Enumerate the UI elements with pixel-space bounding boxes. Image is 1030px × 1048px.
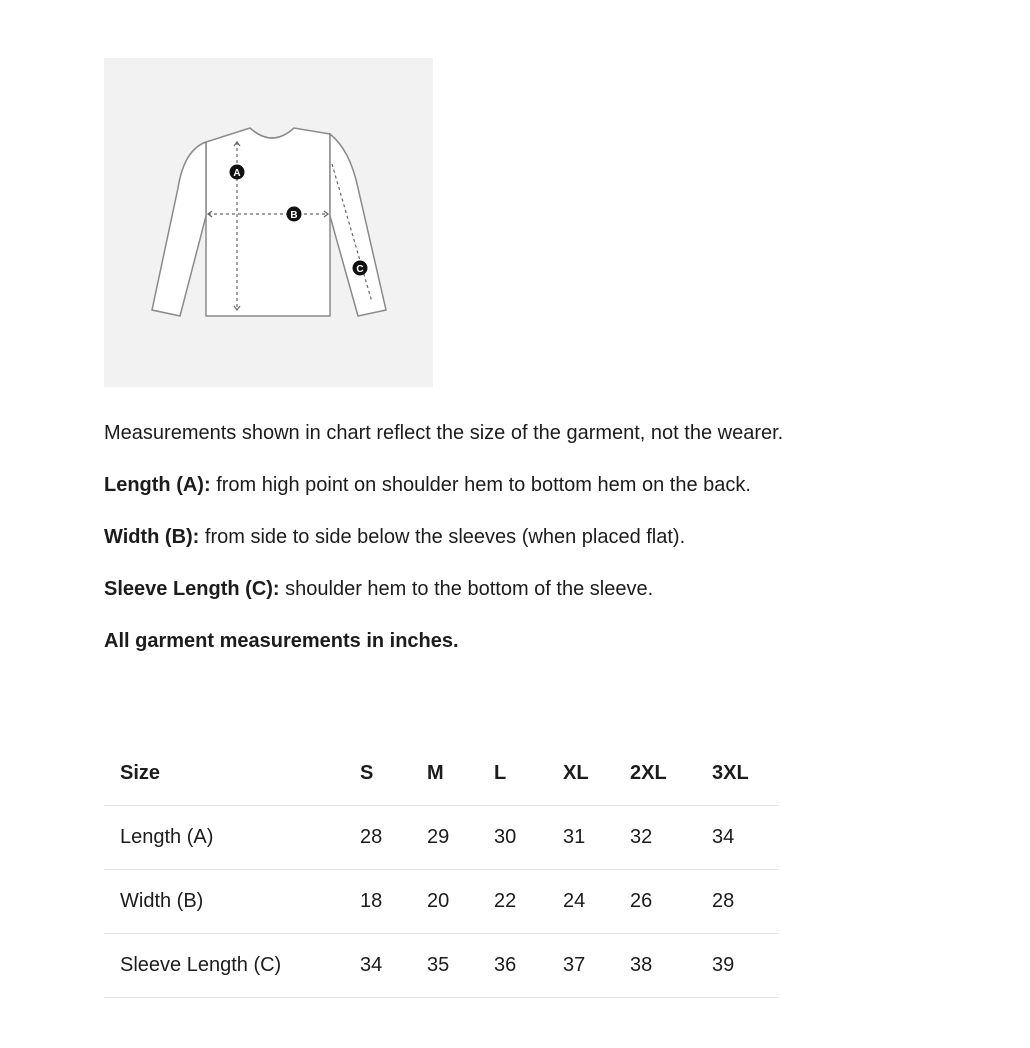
shirt-body [206,128,330,316]
header-cell: 3XL [712,742,779,806]
right-sleeve [330,134,386,316]
units-note: All garment measurements in inches. [104,630,459,652]
table-cell: 31 [563,806,630,870]
table-cell: 20 [427,870,494,934]
row-label: Width (B) [104,870,360,934]
table-cell: 36 [494,934,563,998]
definition-term: Sleeve Length (C): [104,578,280,600]
row-label: Sleeve Length (C) [104,934,360,998]
table-cell: 29 [427,806,494,870]
table-header-row [104,742,779,806]
size-guide-text [104,418,784,678]
table-cell: 28 [360,806,427,870]
table-cell: 39 [712,934,779,998]
table-cell: 32 [630,806,712,870]
table-cell: 34 [712,806,779,870]
left-sleeve [152,142,206,316]
table-row [104,870,779,934]
marker-a-icon [230,165,245,180]
table-cell: 38 [630,934,712,998]
definition-sleeve-length [104,574,784,605]
measurement-description: Measurements shown in chart reflect the size of the garment, not the wearer. [104,422,784,444]
svg-text:B: B [290,210,298,221]
definition-text: from high point on shoulder hem to bottom hem on the back. [210,474,751,496]
long-sleeve-shirt-diagram-icon [104,58,433,387]
table-cell: 18 [360,870,427,934]
definition-text: from side to side below the sleeves (when placed flat). [199,526,686,548]
table-cell: 37 [563,934,630,998]
size-chart-table [104,742,779,998]
table-row [104,806,779,870]
table-row [104,934,779,998]
definition-term: Width (B): [104,526,200,548]
table-cell: 34 [360,934,427,998]
header-cell: Size [104,742,360,806]
marker-b-icon [287,207,302,222]
row-label: Length (A) [104,806,360,870]
svg-text:C: C [356,264,364,275]
svg-text:A: A [233,168,241,179]
table-cell: 35 [427,934,494,998]
definition-text: shoulder hem to the bottom of the sleeve. [279,578,654,600]
definition-width [104,522,784,553]
header-cell: XL [563,742,630,806]
definition-length [104,470,784,501]
garment-diagram [104,58,433,387]
definition-term: Length (A): [104,474,211,496]
table-cell: 24 [563,870,630,934]
header-cell: L [494,742,563,806]
header-cell: M [427,742,494,806]
table-cell: 26 [630,870,712,934]
table-cell: 28 [712,870,779,934]
header-cell: 2XL [630,742,712,806]
table-cell: 22 [494,870,563,934]
marker-c-icon [353,261,368,276]
table-cell: 30 [494,806,563,870]
header-cell: S [360,742,427,806]
